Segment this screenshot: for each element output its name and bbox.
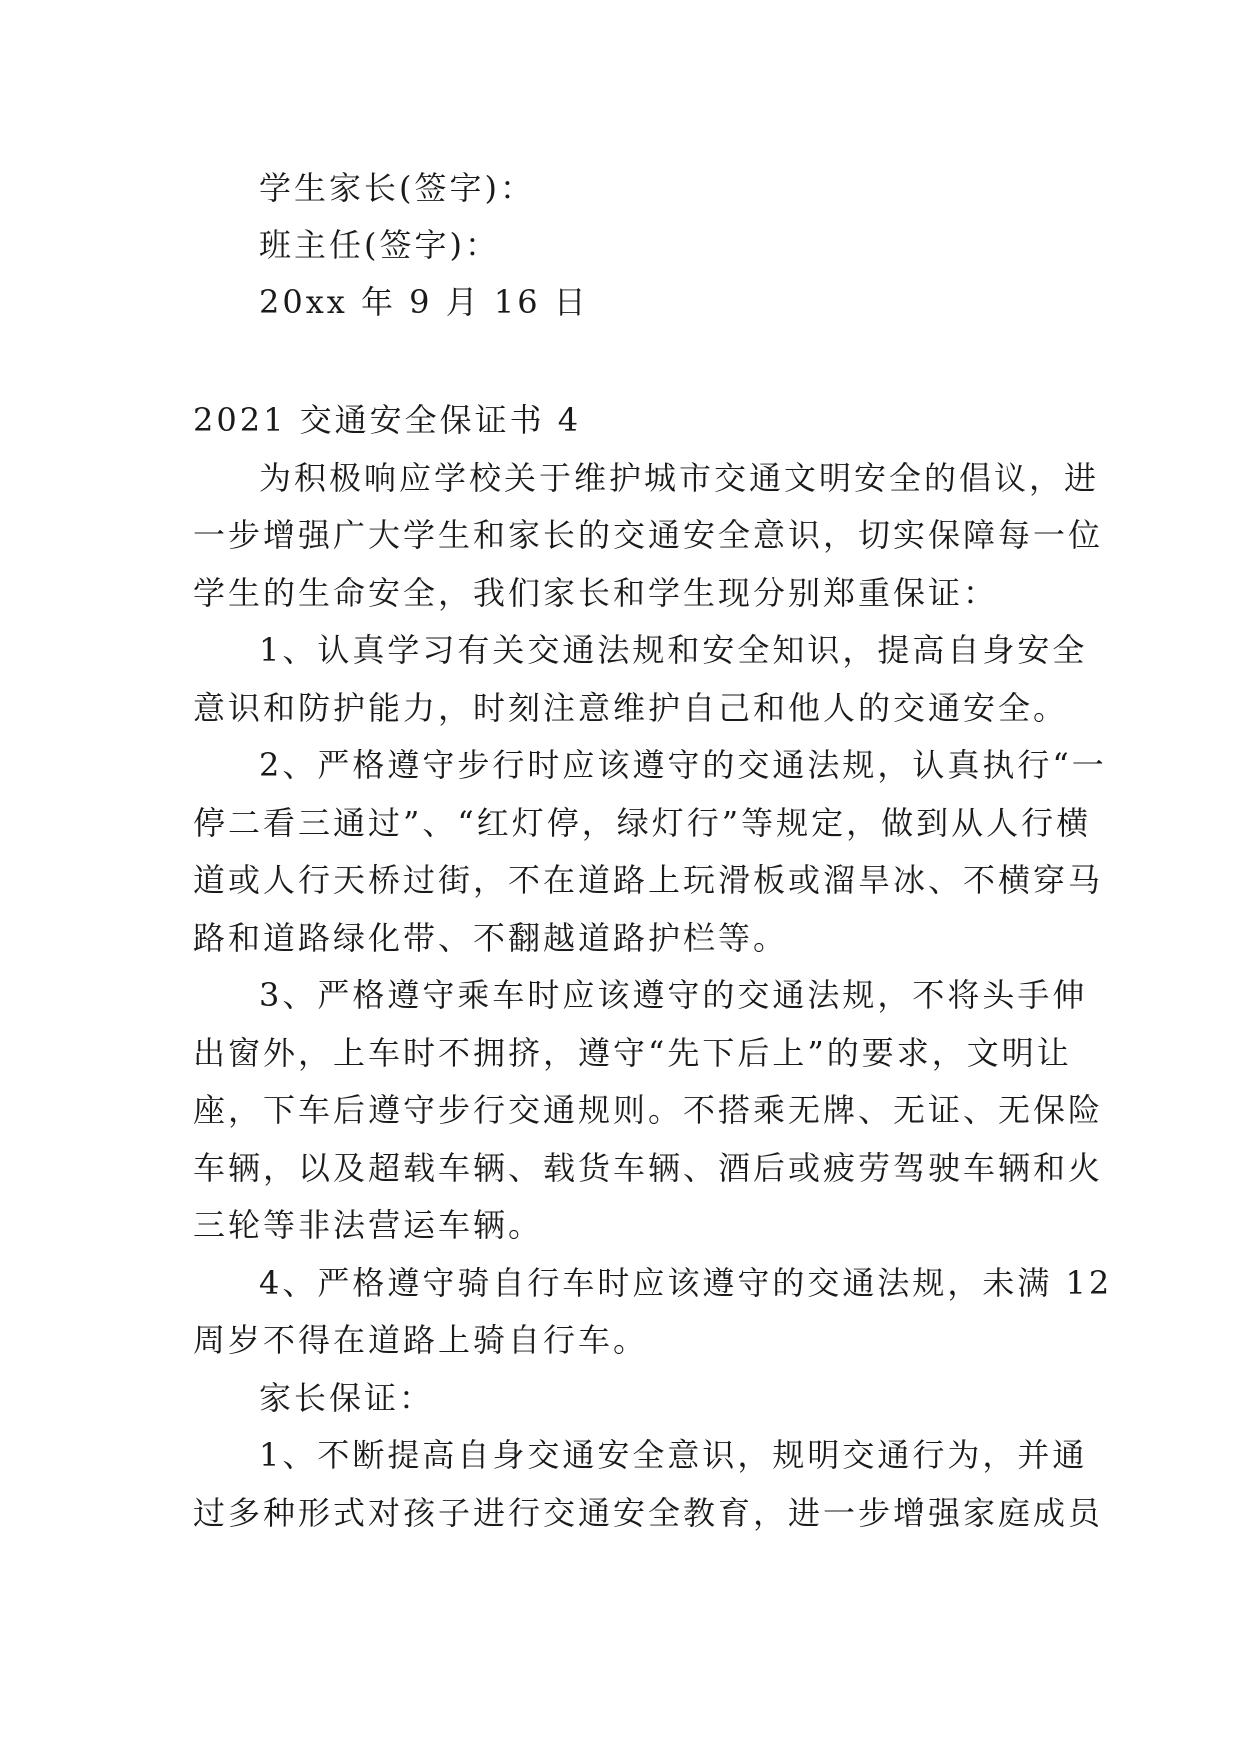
parent-item1-line-2: 过多种形式对孩子进行交通安全教育，进一步增强家庭成员 bbox=[193, 1494, 1104, 1532]
item2-line-4: 路和道路绿化带、不翻越道路护栏等。 bbox=[193, 919, 789, 957]
item4-line-2: 周岁不得在道路上骑自行车。 bbox=[193, 1321, 649, 1359]
item2-line-1: 2、严格遵守步行时应该遵守的交通法规，认真执行“一 bbox=[259, 746, 1107, 784]
item2-line-2: 停二看三通过”、“红灯停，绿灯行”等规定，做到从人行横 bbox=[193, 804, 1092, 842]
item3-line-2: 出窗外，上车时不拥挤，遵守“先下后上”的要求，文明让 bbox=[193, 1034, 1072, 1072]
teacher-signature-line: 班主任(签字)： bbox=[259, 226, 500, 264]
item3-line-4: 车辆，以及超载车辆、载货车辆、酒后或疲劳驾驶车辆和火 bbox=[193, 1149, 1104, 1187]
intro-line-3: 学生的生命安全，我们家长和学生现分别郑重保证： bbox=[193, 574, 999, 612]
item1-line-2: 意识和防护能力，时刻注意维护自己和他人的交通安全。 bbox=[193, 689, 1069, 727]
date-line: 20xx 年 9 月 16 日 bbox=[259, 283, 589, 321]
intro-line-1: 为积极响应学校关于维护城市交通文明安全的倡议，进 bbox=[259, 459, 1100, 497]
item3-line-3: 座，下车后遵守步行交通规则。不搭乘无牌、无证、无保险 bbox=[193, 1091, 1104, 1129]
item3-line-5: 三轮等非法营运车辆。 bbox=[193, 1206, 544, 1244]
item3-line-1: 3、严格遵守乘车时应该遵守的交通法规，不将头手伸 bbox=[259, 976, 1088, 1014]
parent-item1-line-1: 1、不断提高自身交通安全意识，规明交通行为，并通 bbox=[259, 1436, 1088, 1474]
item2-line-3: 道或人行天桥过街，不在道路上玩滑板或溜旱冰、不横穿马 bbox=[193, 861, 1104, 899]
section-title: 2021 交通安全保证书 4 bbox=[193, 401, 582, 439]
parent-signature-line: 学生家长(签字)： bbox=[259, 169, 535, 207]
item4-line-1: 4、严格遵守骑自行车时应该遵守的交通法规，未满 12 bbox=[259, 1264, 1113, 1302]
parent-guarantee-heading: 家长保证： bbox=[259, 1379, 435, 1417]
intro-line-2: 一步增强广大学生和家长的交通安全意识，切实保障每一位 bbox=[193, 516, 1104, 554]
item1-line-1: 1、认真学习有关交通法规和安全知识，提高自身安全 bbox=[259, 631, 1088, 669]
